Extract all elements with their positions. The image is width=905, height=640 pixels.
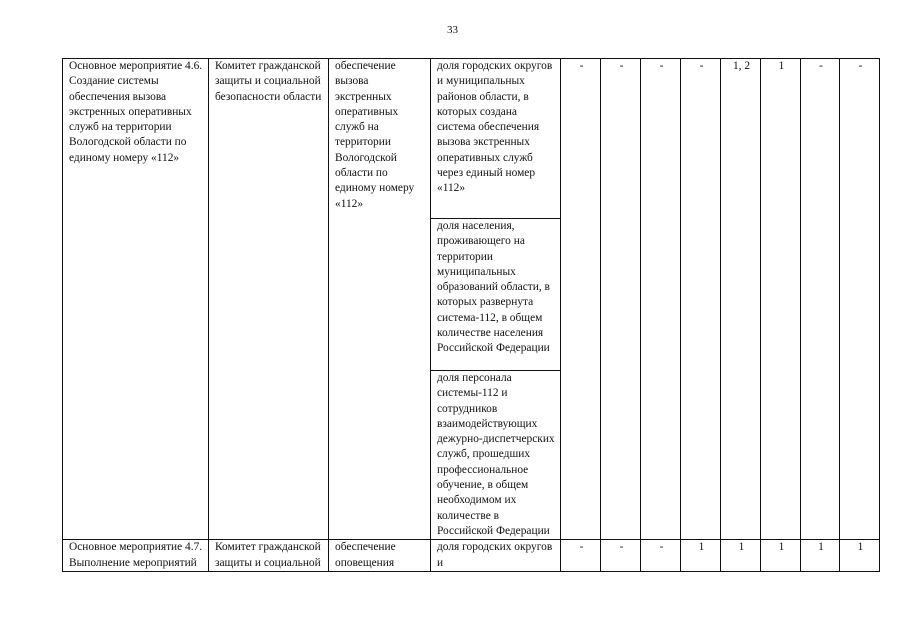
indicator-cell: доля персонала системы-112 и сотрудников взаимодействующих дежурно-диспетчерских служб, прошедших профессиональное обучение, в общем необходимом их количестве в Российской Федерации [431,371,561,540]
value-cell: - [641,540,681,572]
value-cell: - [681,59,721,540]
value-cell: 1 [840,540,880,572]
value-cell: - [601,540,641,572]
event-cell: Основное мероприятие 4.7. Выполнение мероприятий [63,540,209,572]
value-cell: - [561,540,601,572]
executor-cell: Комитет гражданской защиты и социальной безопасности области [209,59,329,540]
page-number: 33 [447,24,458,36]
purpose-cell: обеспечение вызова экстренных оперативных служб на территории Вологодской области по единому номеру «112» [329,59,431,540]
value-cell: - [641,59,681,540]
value-cell: - [561,59,601,540]
value-cell: 1 [721,540,761,572]
value-cell: 1, 2 [721,59,761,540]
value-cell: - [801,59,840,540]
table-row-4-7 [63,540,880,572]
value-cell: 1 [761,59,801,540]
value-cell: - [601,59,641,540]
executor-cell: Комитет гражданской защиты и социальной [209,540,329,572]
event-cell: Основное мероприятие 4.6. Создание системы обеспечения вызова экстренных оперативных служб на территории Вологодской области по единому номеру «112» [63,59,209,540]
program-table [62,58,880,572]
table-row-4-6 [63,59,880,219]
indicator-cell: доля населения, проживающего на территории муниципальных образований области, в которых развернута система-112, в общем количестве населения Российской Федерации [431,219,561,371]
indicator-cell: доля городских округов и [431,540,561,572]
purpose-cell: обеспечение оповещения [329,540,431,572]
indicator-cell: доля городских округов и муниципальных районов области, в которых создана система обеспечения вызова экстренных оперативных служб через единый номер «112» [431,59,561,219]
value-cell: 1 [801,540,840,572]
value-cell: - [840,59,880,540]
value-cell: 1 [761,540,801,572]
value-cell: 1 [681,540,721,572]
